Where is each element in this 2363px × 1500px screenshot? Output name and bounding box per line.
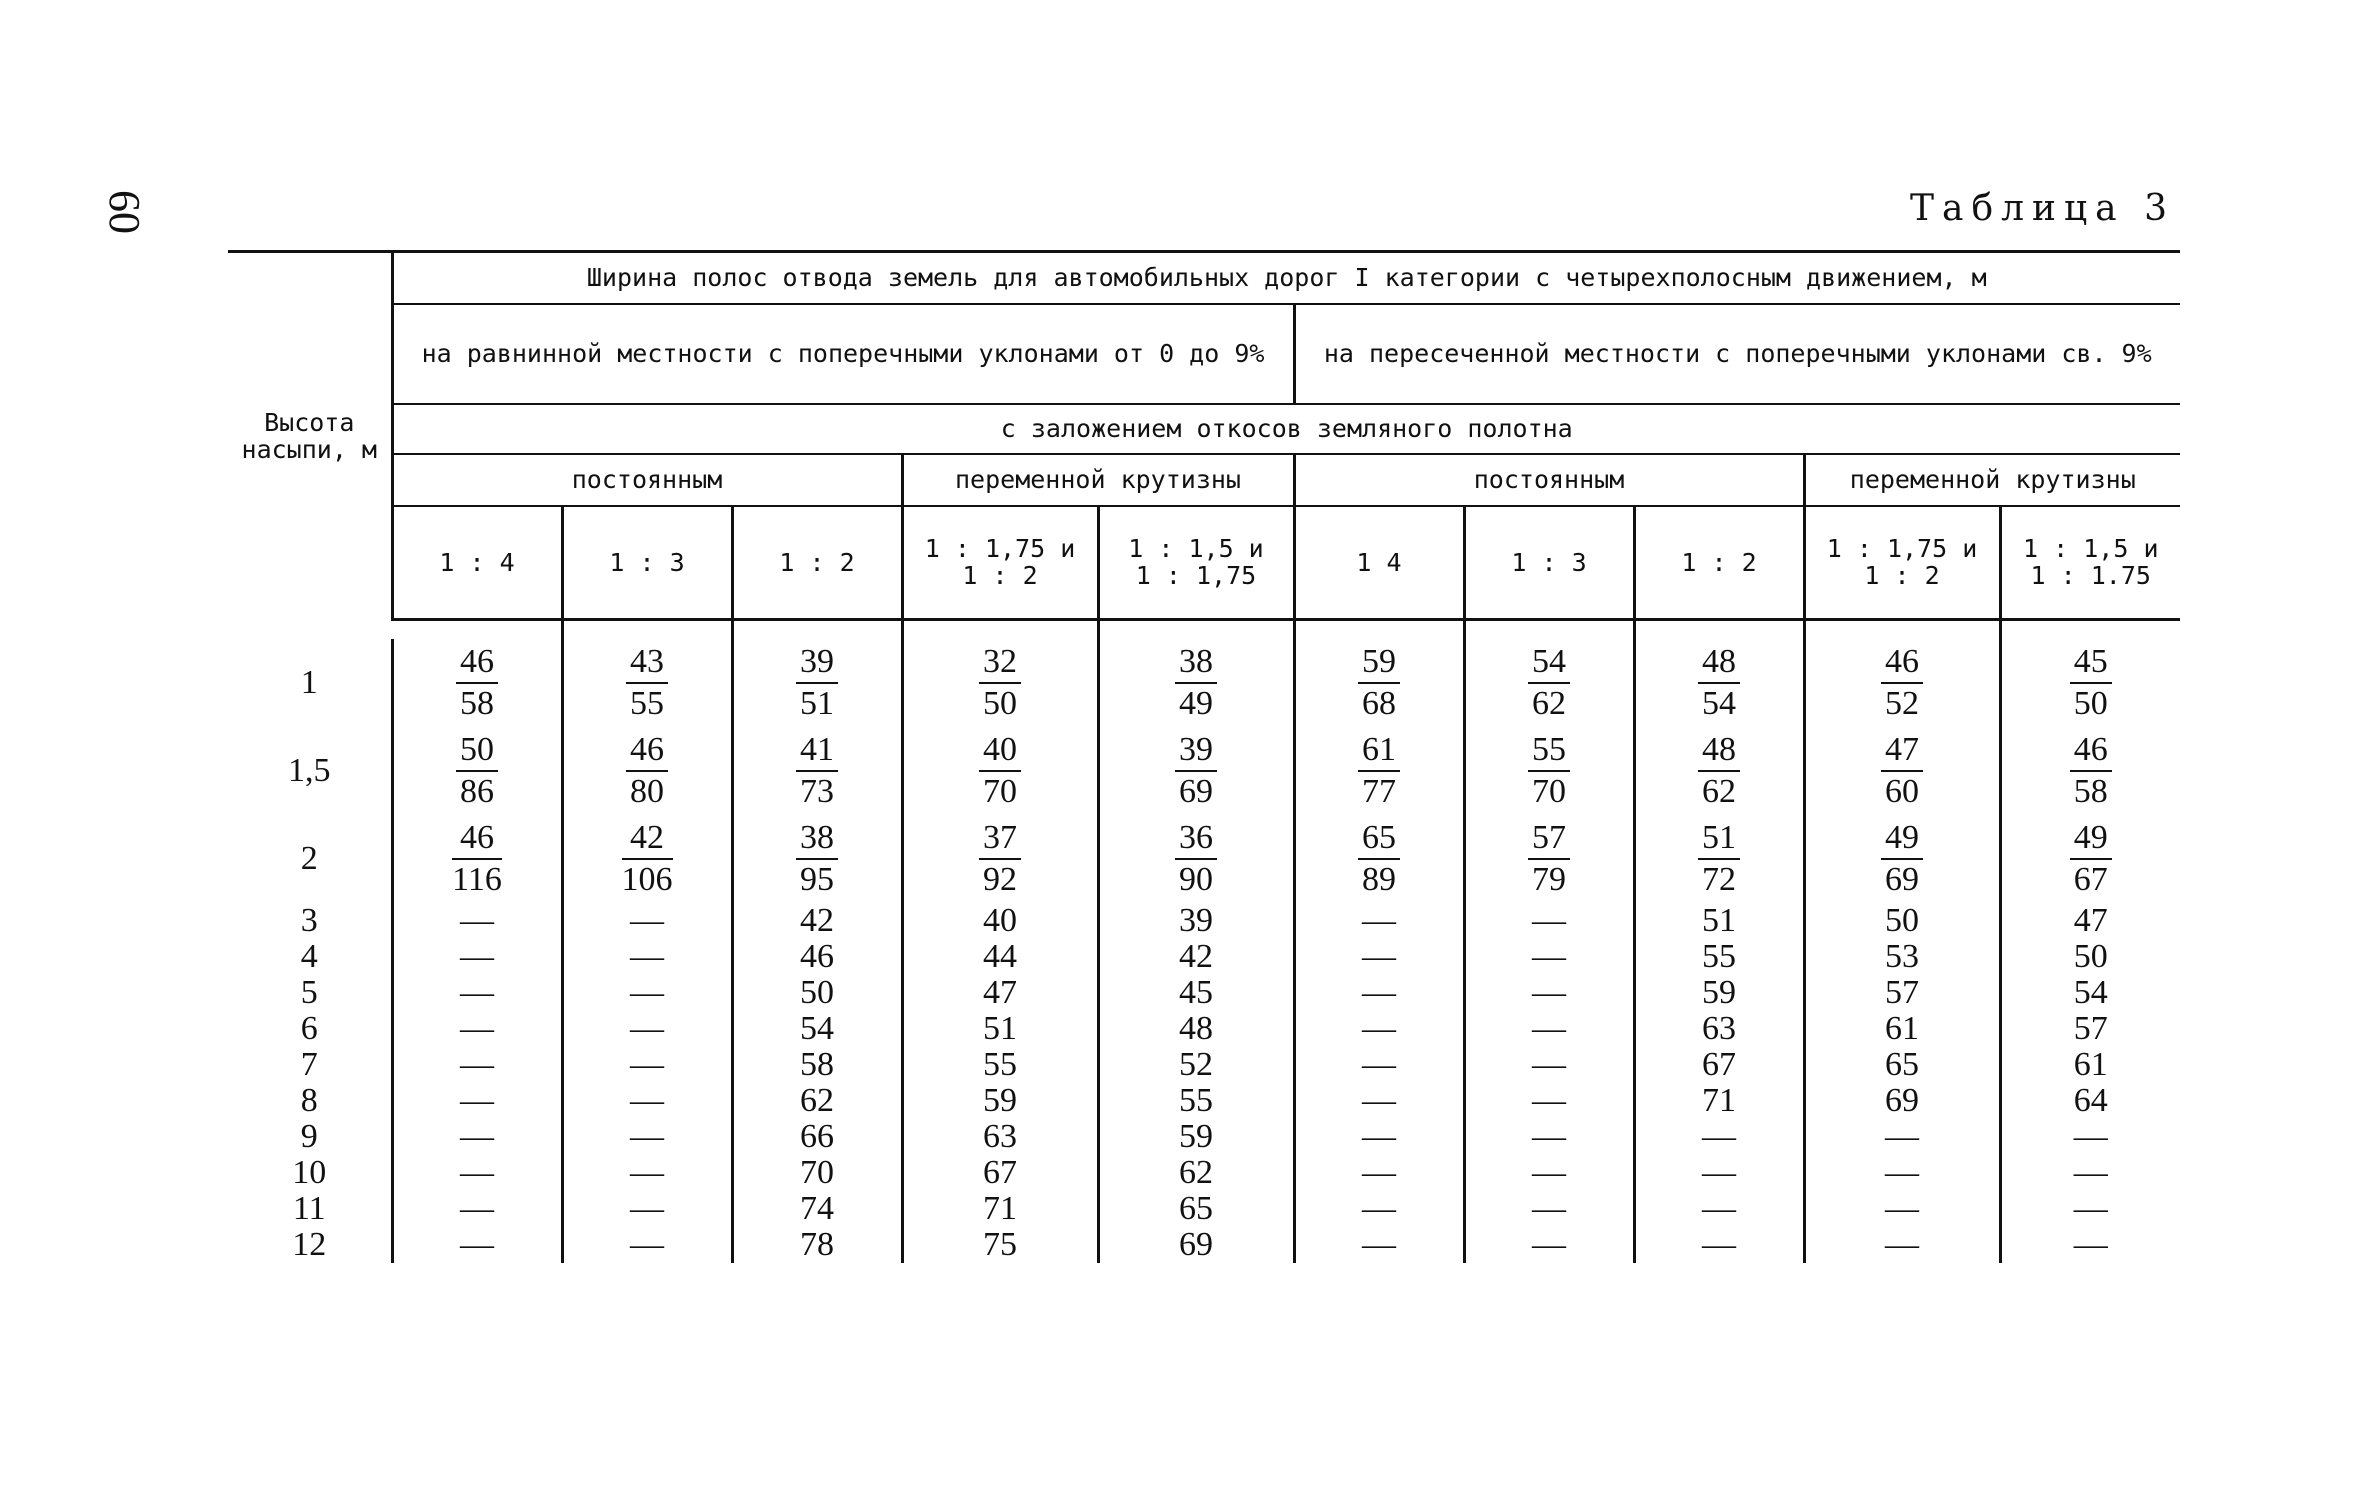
fraction-numerator: 40 — [979, 730, 1021, 772]
value-cell: 54 — [2000, 975, 2180, 1011]
fraction-cell — [1098, 639, 1294, 727]
value-cell: — — [2000, 1191, 2180, 1227]
value-cell: — — [1294, 1155, 1464, 1191]
height-column-header: Высота насыпи, м — [228, 252, 392, 620]
table-row — [228, 1227, 2180, 1263]
terrain-flat-header: на равнинной местности с поперечными уклонами от 0 до 9% — [392, 304, 1294, 404]
value-cell: — — [460, 1046, 494, 1083]
fraction — [1528, 730, 1570, 812]
value-cell: 70 — [732, 1155, 902, 1191]
fraction — [622, 818, 673, 900]
fraction-cell — [1294, 639, 1464, 727]
value-cell: 58 — [732, 1047, 902, 1083]
table-row — [228, 1191, 2180, 1227]
fraction-numerator: 49 — [2070, 818, 2112, 860]
value-cell: 47 — [2000, 903, 2180, 939]
value-cell: — — [1294, 1119, 1464, 1155]
value-cell: — — [1634, 1119, 1804, 1155]
fraction-denominator: 70 — [983, 773, 1017, 810]
fraction-numerator: 41 — [796, 730, 838, 772]
value-cell: 67 — [902, 1155, 1098, 1191]
fraction-numerator: 45 — [2070, 642, 2112, 684]
fraction — [1528, 818, 1570, 900]
value-cell: — — [1464, 1047, 1634, 1083]
ratio-header: 1 : 1,75 и 1 : 2 — [1804, 506, 2000, 620]
ratio-header: 1 4 — [1294, 506, 1464, 620]
fraction-numerator: 32 — [979, 642, 1021, 684]
value-cell: 71 — [902, 1191, 1098, 1227]
value-cell: 63 — [902, 1119, 1098, 1155]
fraction-cell — [562, 727, 732, 815]
fraction-cell — [1464, 815, 1634, 903]
fraction-denominator: 67 — [2073, 861, 2108, 898]
fraction-numerator: 46 — [2070, 730, 2112, 772]
fraction-cell — [732, 639, 902, 727]
value-cell: 45 — [1098, 975, 1294, 1011]
fraction — [796, 730, 838, 812]
fraction-numerator: 50 — [456, 730, 498, 772]
fraction-numerator: 55 — [1528, 730, 1570, 772]
row-height-label: 3 — [228, 903, 392, 939]
fraction-denominator: 69 — [1179, 773, 1213, 810]
table-row — [228, 903, 2180, 939]
fraction-numerator: 48 — [1698, 642, 1740, 684]
fraction — [796, 818, 838, 900]
row-height-label: 2 — [228, 815, 392, 903]
value-cell: 59 — [1634, 975, 1804, 1011]
row-height-label: 9 — [228, 1119, 392, 1155]
value-cell: — — [562, 1047, 732, 1083]
value-cell: — — [562, 1011, 732, 1047]
value-cell: 69 — [1098, 1227, 1294, 1263]
fraction-denominator: 51 — [800, 685, 834, 722]
fraction-denominator: 62 — [1532, 685, 1566, 722]
value-cell: — — [460, 1010, 494, 1047]
variable-slope-header: переменной крутизны — [902, 454, 1294, 506]
value-cell: — — [1464, 903, 1634, 939]
fraction-cell — [392, 815, 562, 903]
fraction-denominator: 86 — [460, 773, 494, 810]
value-cell: — — [1464, 939, 1634, 975]
value-cell: 53 — [1804, 939, 2000, 975]
value-cell: — — [1294, 1191, 1464, 1227]
fraction-cell — [392, 639, 562, 727]
table-body — [228, 620, 2180, 1264]
fraction — [1358, 730, 1400, 812]
fraction-denominator: 69 — [1885, 861, 1919, 898]
fraction — [452, 818, 502, 900]
land-width-table — [228, 250, 2180, 1263]
value-cell: 65 — [1098, 1191, 1294, 1227]
fraction-numerator: 57 — [1528, 818, 1570, 860]
fraction-cell — [1634, 815, 1804, 903]
fraction-numerator: 46 — [456, 642, 498, 684]
fraction-denominator: 95 — [800, 861, 834, 898]
fraction-denominator: 58 — [460, 685, 494, 722]
table-row — [228, 939, 2180, 975]
ratio-header: 1 : 1,5 и 1 : 1,75 — [1098, 506, 1294, 620]
value-cell: — — [562, 1227, 732, 1263]
value-cell: — — [1294, 975, 1464, 1011]
fraction-denominator: 70 — [1532, 773, 1566, 810]
ratio-header: 1 : 1,75 и 1 : 2 — [902, 506, 1098, 620]
fraction-cell — [1634, 639, 1804, 727]
page-number: 60 — [100, 190, 149, 234]
value-cell: 46 — [732, 939, 902, 975]
value-cell: 51 — [902, 1011, 1098, 1047]
fraction — [1358, 818, 1400, 900]
value-cell: 55 — [1634, 939, 1804, 975]
fraction-denominator: 62 — [1702, 773, 1736, 810]
fraction-denominator: 50 — [2073, 685, 2108, 722]
value-cell: — — [562, 975, 732, 1011]
fraction — [1175, 642, 1217, 724]
fraction — [1881, 642, 1923, 724]
fraction — [626, 642, 668, 724]
table-row — [228, 727, 2180, 815]
fraction-numerator: 38 — [796, 818, 838, 860]
ratio-header: 1 : 3 — [562, 506, 732, 620]
value-cell: 74 — [732, 1191, 902, 1227]
value-cell: — — [1294, 939, 1464, 975]
ratio-header: 1 : 2 — [1634, 506, 1804, 620]
fraction-denominator: 106 — [621, 861, 673, 898]
value-cell: 55 — [1098, 1083, 1294, 1119]
value-cell: 39 — [1098, 903, 1294, 939]
terrain-rough-header: на пересеченной местности с поперечными уклонами св. 9% — [1294, 304, 2180, 404]
fraction — [456, 642, 498, 724]
fraction-denominator: 72 — [1702, 861, 1736, 898]
fraction-numerator: 43 — [626, 642, 668, 684]
value-cell: — — [1464, 1227, 1634, 1263]
value-cell: 42 — [732, 903, 902, 939]
value-cell: 59 — [902, 1083, 1098, 1119]
fraction — [979, 730, 1021, 812]
value-cell: 50 — [2000, 939, 2180, 975]
fraction-cell — [1634, 727, 1804, 815]
table-row — [228, 1083, 2180, 1119]
ratio-header: 1 : 2 — [732, 506, 902, 620]
value-cell: — — [1804, 1227, 2000, 1263]
fraction-cell — [902, 815, 1098, 903]
fraction-cell — [1294, 727, 1464, 815]
row-height-label: 11 — [228, 1191, 392, 1227]
row-height-label: 1,5 — [228, 727, 392, 815]
value-cell: — — [1294, 1227, 1464, 1263]
value-cell: 78 — [732, 1227, 902, 1263]
fraction-numerator: 59 — [1358, 642, 1400, 684]
value-cell: 42 — [1098, 939, 1294, 975]
value-cell: 50 — [1804, 903, 2000, 939]
fraction — [1528, 642, 1570, 724]
fraction-numerator: 38 — [1175, 642, 1217, 684]
value-cell: 40 — [902, 903, 1098, 939]
fraction — [796, 642, 838, 724]
fraction-numerator: 51 — [1698, 818, 1740, 860]
value-cell: 65 — [1804, 1047, 2000, 1083]
ratio-header: 1 : 3 — [1464, 506, 1634, 620]
table-row — [228, 1119, 2180, 1155]
value-cell: — — [460, 902, 494, 939]
fraction-denominator: 92 — [983, 861, 1017, 898]
fraction-cell — [732, 727, 902, 815]
value-cell: 48 — [1098, 1011, 1294, 1047]
value-cell: — — [562, 1191, 732, 1227]
fraction-numerator: 61 — [1358, 730, 1400, 772]
fraction — [1698, 642, 1740, 724]
value-cell: — — [1294, 1083, 1464, 1119]
value-cell: 50 — [732, 975, 902, 1011]
ratio-header: 1 : 4 — [392, 506, 562, 620]
table-row — [228, 815, 2180, 903]
value-cell: 64 — [2000, 1083, 2180, 1119]
fraction-cell — [1804, 815, 2000, 903]
value-cell: — — [460, 1226, 494, 1263]
value-cell: — — [460, 974, 494, 1011]
fraction-numerator: 37 — [979, 818, 1021, 860]
table-row — [228, 639, 2180, 727]
value-cell: 47 — [902, 975, 1098, 1011]
table-row — [228, 1155, 2180, 1191]
value-cell: — — [460, 1118, 494, 1155]
table-row — [228, 1047, 2180, 1083]
fraction-denominator: 49 — [1179, 685, 1213, 722]
value-cell: — — [1464, 1155, 1634, 1191]
value-cell: — — [460, 938, 494, 975]
fraction-cell — [2000, 639, 2180, 727]
value-cell: 61 — [2000, 1047, 2180, 1083]
value-cell: — — [1294, 1011, 1464, 1047]
row-height-label: 1 — [228, 639, 392, 727]
fraction-numerator: 46 — [452, 818, 502, 860]
fraction-denominator: 73 — [800, 773, 834, 810]
row-height-label: 12 — [228, 1227, 392, 1263]
value-cell: — — [2000, 1227, 2180, 1263]
value-cell: 69 — [1804, 1083, 2000, 1119]
fraction-numerator: 54 — [1528, 642, 1570, 684]
value-cell: — — [460, 1190, 494, 1227]
fraction-numerator: 39 — [1175, 730, 1217, 772]
value-cell: — — [1464, 975, 1634, 1011]
value-cell: — — [562, 1083, 732, 1119]
fraction-cell — [392, 727, 562, 815]
fraction — [979, 818, 1021, 900]
row-height-label: 8 — [228, 1083, 392, 1119]
constant-slope-header: постоянным — [1294, 454, 1804, 506]
value-cell: — — [1804, 1191, 2000, 1227]
fraction-numerator: 46 — [626, 730, 668, 772]
value-cell: 62 — [1098, 1155, 1294, 1191]
fraction-cell — [902, 727, 1098, 815]
value-cell: — — [562, 903, 732, 939]
value-cell: — — [1804, 1155, 2000, 1191]
fraction-denominator: 116 — [452, 861, 502, 898]
fraction — [1698, 730, 1740, 812]
value-cell: — — [460, 1154, 494, 1191]
row-height-label: 10 — [228, 1155, 392, 1191]
fraction-cell — [732, 815, 902, 903]
value-cell: — — [2000, 1155, 2180, 1191]
value-cell: 52 — [1098, 1047, 1294, 1083]
fraction — [1881, 818, 1923, 900]
variable-slope-header: переменной крутизны — [1804, 454, 2180, 506]
fraction-cell — [1464, 639, 1634, 727]
fraction-cell — [902, 639, 1098, 727]
fraction-cell — [2000, 815, 2180, 903]
value-cell: 54 — [732, 1011, 902, 1047]
fraction-numerator: 36 — [1175, 818, 1217, 860]
value-cell: — — [1464, 1083, 1634, 1119]
table-row — [228, 1011, 2180, 1047]
row-height-label: 5 — [228, 975, 392, 1011]
fraction-denominator: 50 — [983, 685, 1017, 722]
value-cell: 63 — [1634, 1011, 1804, 1047]
table-caption: Таблица 3 — [1910, 188, 2175, 229]
fraction-denominator: 77 — [1362, 773, 1396, 810]
value-cell: — — [562, 939, 732, 975]
value-cell: 59 — [1098, 1119, 1294, 1155]
table-title-header: Ширина полос отвода земель для автомобильных дорог I категории с четырехполосным движением, м — [392, 252, 2180, 304]
fraction-denominator: 58 — [2073, 773, 2108, 810]
fraction — [2070, 730, 2112, 812]
fraction — [1358, 642, 1400, 724]
value-cell: — — [1634, 1155, 1804, 1191]
fraction-numerator: 46 — [1881, 642, 1923, 684]
value-cell: 51 — [1634, 903, 1804, 939]
fraction-numerator: 65 — [1358, 818, 1400, 860]
constant-slope-header: постоянным — [392, 454, 902, 506]
value-cell: 71 — [1634, 1083, 1804, 1119]
value-cell: 44 — [902, 939, 1098, 975]
fraction-cell — [1804, 727, 2000, 815]
row-height-label: 7 — [228, 1047, 392, 1083]
fraction-denominator: 79 — [1532, 861, 1566, 898]
fraction-numerator: 42 — [622, 818, 673, 860]
fraction — [1175, 818, 1217, 900]
fraction — [456, 730, 498, 812]
fraction-numerator: 39 — [796, 642, 838, 684]
value-cell: 57 — [2000, 1011, 2180, 1047]
fraction-numerator: 47 — [1881, 730, 1923, 772]
fraction-denominator: 60 — [1885, 773, 1919, 810]
ratio-header: 1 : 1,5 и 1 : 1.75 — [2000, 506, 2180, 620]
fraction-cell — [1464, 727, 1634, 815]
value-cell: 75 — [902, 1227, 1098, 1263]
table-row — [228, 975, 2180, 1011]
fraction-cell — [1294, 815, 1464, 903]
fraction-numerator: 49 — [1881, 818, 1923, 860]
value-cell: 67 — [1634, 1047, 1804, 1083]
fraction-denominator: 54 — [1702, 685, 1736, 722]
value-cell: — — [1634, 1191, 1804, 1227]
fraction — [1175, 730, 1217, 812]
fraction — [979, 642, 1021, 724]
value-cell: — — [1294, 903, 1464, 939]
value-cell: — — [1464, 1119, 1634, 1155]
fraction — [626, 730, 668, 812]
value-cell: 62 — [732, 1083, 902, 1119]
value-cell: — — [460, 1082, 494, 1119]
fraction-cell — [1098, 727, 1294, 815]
value-cell: 61 — [1804, 1011, 2000, 1047]
fraction-cell — [1098, 815, 1294, 903]
value-cell: — — [1464, 1011, 1634, 1047]
value-cell: 66 — [732, 1119, 902, 1155]
fraction — [2070, 642, 2112, 724]
value-cell: — — [1294, 1047, 1464, 1083]
fraction-denominator: 90 — [1179, 861, 1213, 898]
value-cell: — — [562, 1119, 732, 1155]
value-cell: 57 — [1804, 975, 2000, 1011]
value-cell: — — [562, 1155, 732, 1191]
fraction-denominator: 55 — [630, 685, 664, 722]
fraction — [2070, 818, 2112, 900]
row-height-label: 4 — [228, 939, 392, 975]
value-cell: — — [1464, 1191, 1634, 1227]
slope-header: с заложением откосов земляного полотна — [392, 404, 2180, 454]
fraction-cell — [1804, 639, 2000, 727]
value-cell: — — [2000, 1119, 2180, 1155]
fraction-cell — [2000, 727, 2180, 815]
fraction-denominator: 52 — [1885, 685, 1919, 722]
value-cell: — — [1804, 1119, 2000, 1155]
fraction — [1698, 818, 1740, 900]
fraction-denominator: 68 — [1362, 685, 1396, 722]
fraction-denominator: 80 — [630, 773, 664, 810]
row-height-label: 6 — [228, 1011, 392, 1047]
fraction-cell — [562, 815, 732, 903]
value-cell: 55 — [902, 1047, 1098, 1083]
fraction-numerator: 48 — [1698, 730, 1740, 772]
fraction — [1881, 730, 1923, 812]
fraction-denominator: 89 — [1362, 861, 1396, 898]
fraction-cell — [562, 639, 732, 727]
value-cell: — — [1634, 1227, 1804, 1263]
